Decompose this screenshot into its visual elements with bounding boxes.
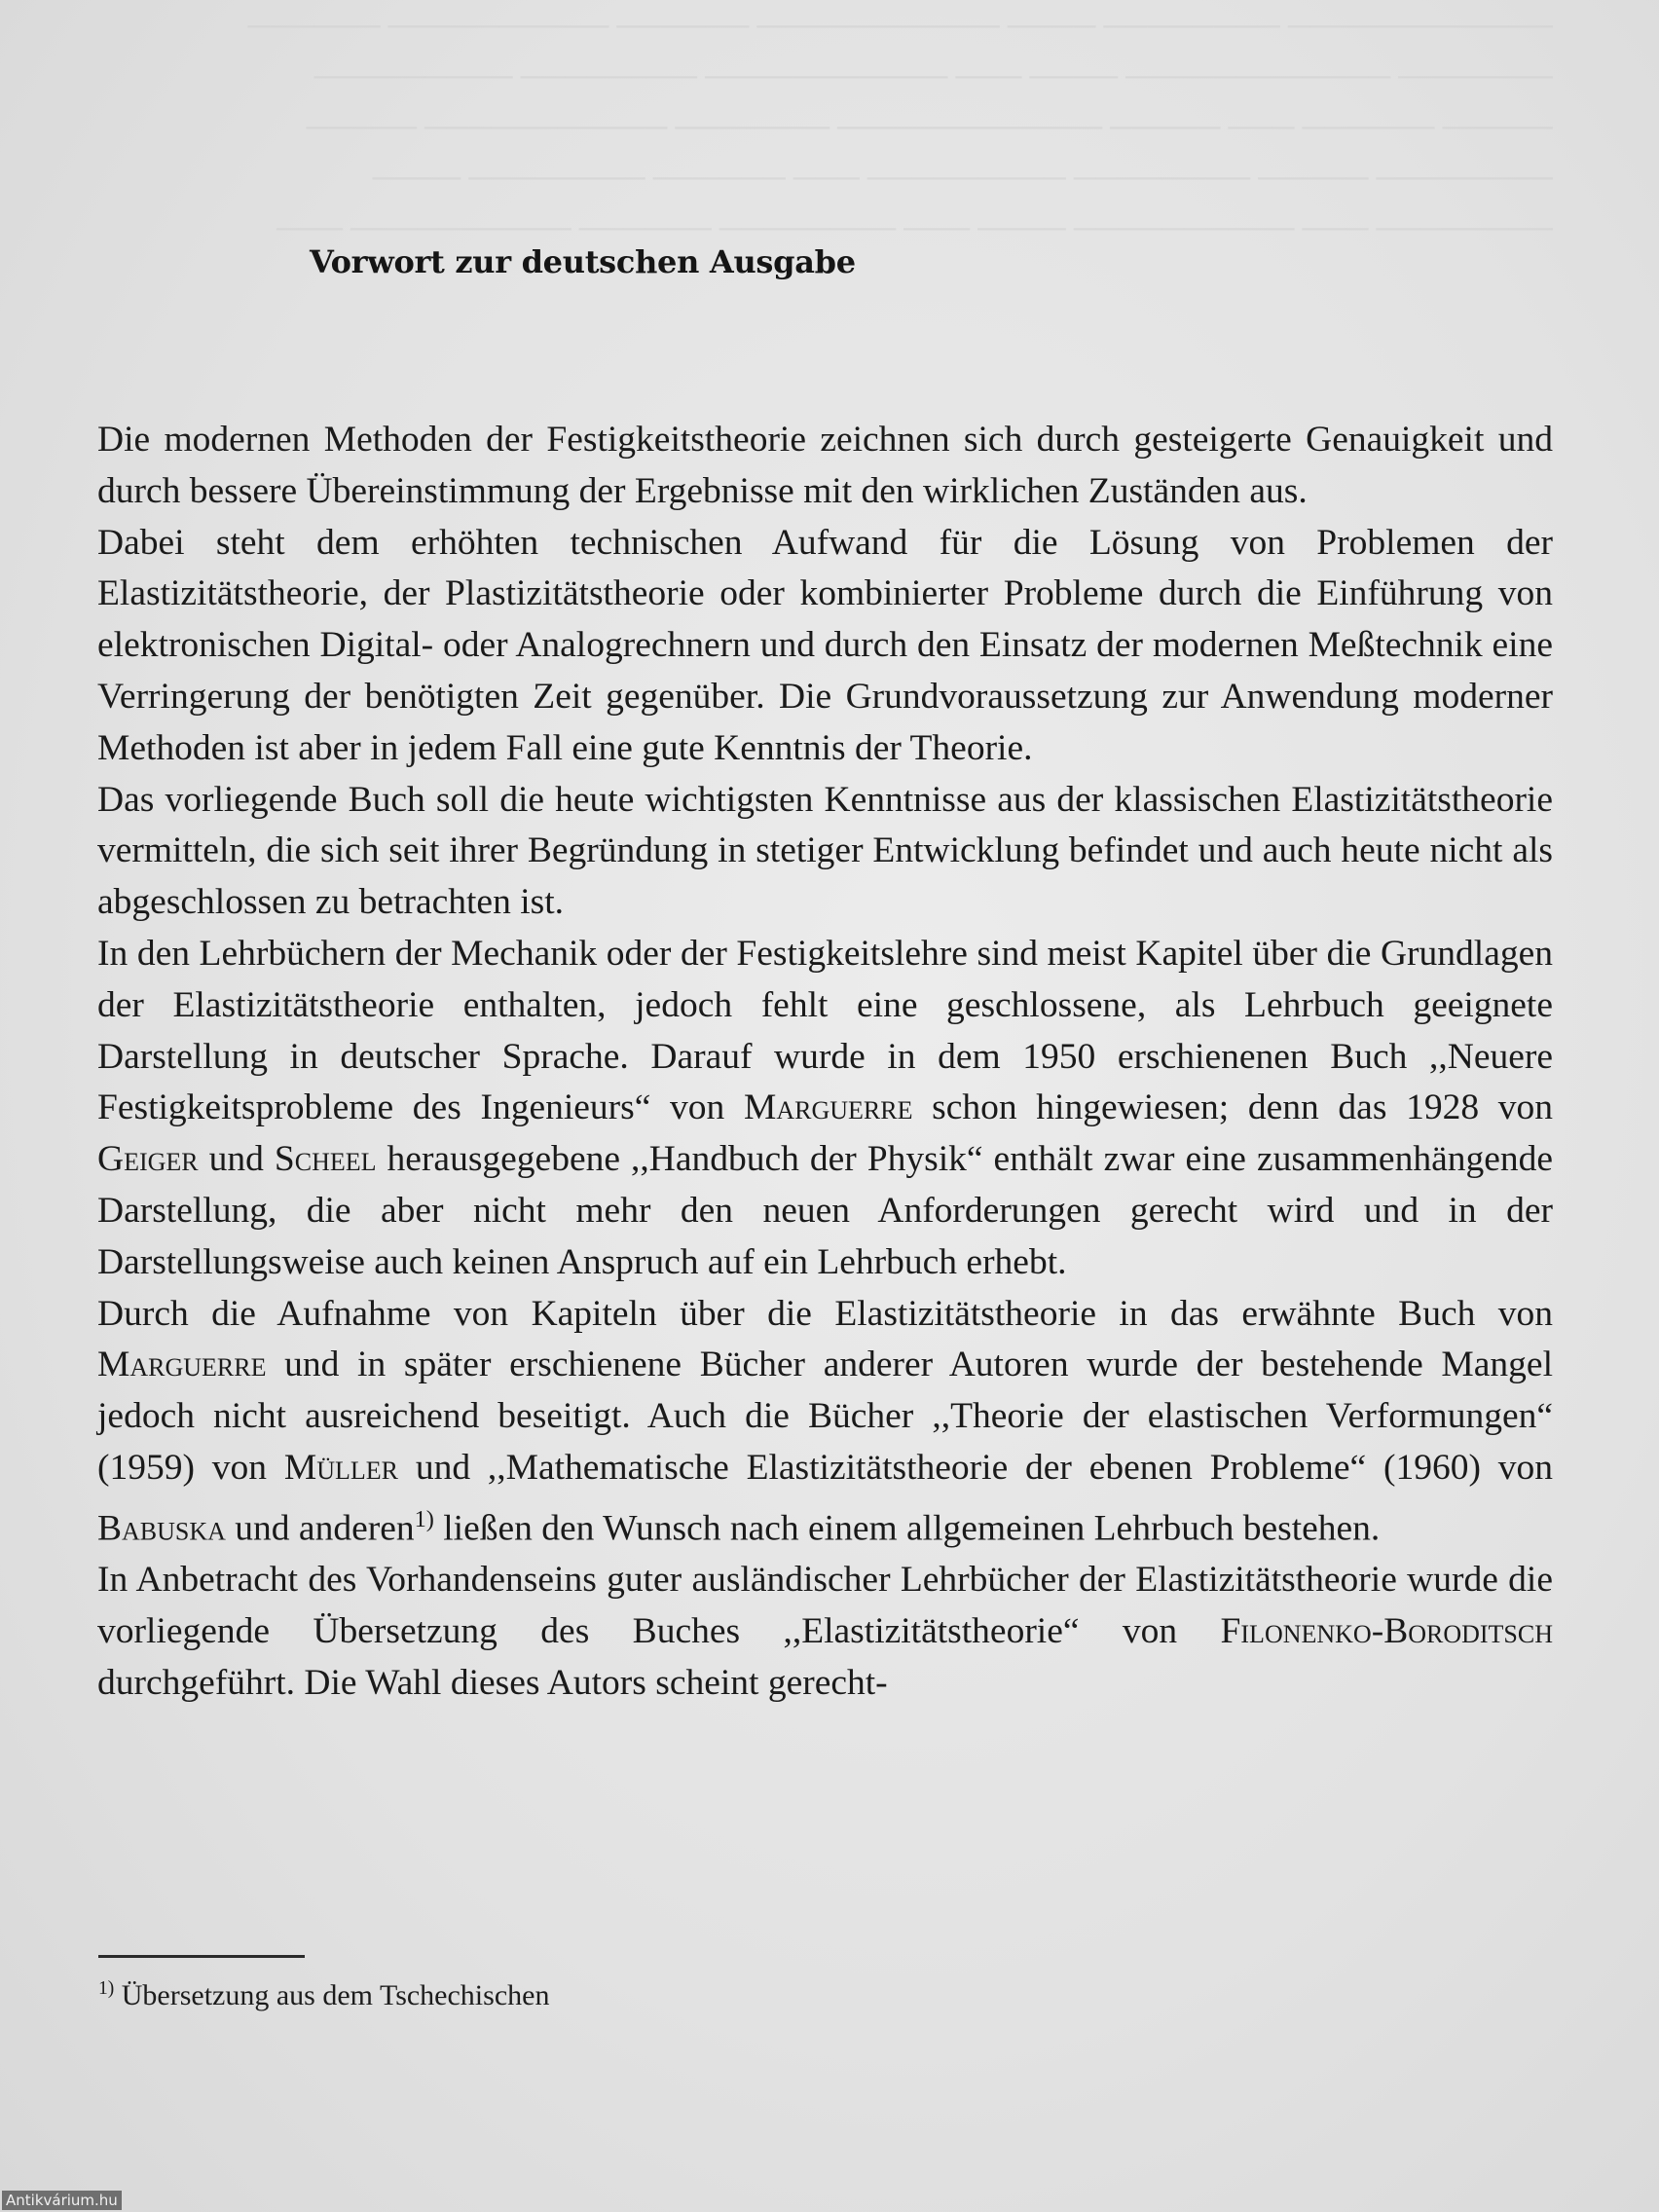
footnote-marker: 1) xyxy=(98,1978,115,1999)
footnote-divider xyxy=(98,1955,305,1958)
author-name: Marguerre xyxy=(744,1088,913,1128)
paragraph-text: und xyxy=(198,1139,275,1180)
paragraph xyxy=(97,775,1553,929)
paragraph-text: schon hingewiesen; denn das 1928 von xyxy=(912,1088,1554,1128)
author-name: Marguerre xyxy=(97,1345,267,1385)
footnote xyxy=(98,1978,549,2012)
paragraph-text: und anderen xyxy=(225,1508,415,1549)
paragraph-text: Die modernen Methoden der Festigkeitstheorie zeichnen sich durch gesteigerte Genauigkeit und durch bessere Übereinstimmung der Ergebnisse mit den wirklichen Zuständen aus. xyxy=(97,420,1553,511)
paragraph-text: Durch die Aufnahme von Kapiteln über die Elastizitätstheorie in das erwähnte Buch von xyxy=(97,1293,1553,1334)
author-name: Geiger xyxy=(97,1139,199,1180)
paragraph xyxy=(97,1555,1553,1709)
author-name: Müller xyxy=(283,1447,398,1488)
show-through-texture: ──────────── ──────── ──── ─────────── ────── ────────── ────── ─────── ──────────── ──── ─── ─────────── ──────── ───────── ───── ────── ─── ───── ──────────── ─────── ─────────── ───── ──────── ───── ──────── ───────── ─── ────── ──────── ──── ──────── ─── ────────── ──── ─── ──────── ────── ────────── ─── xyxy=(247,8,1553,245)
paragraph-text: durchgeführt. Die Wahl dieses Autors scheint gerecht- xyxy=(97,1662,888,1703)
page-title: Vorwort zur deutschen Ausgabe xyxy=(310,243,856,280)
paragraph xyxy=(97,518,1553,775)
footnote-text: Übersetzung aus dem Tschechischen xyxy=(114,1979,550,2011)
author-name: Babuska xyxy=(97,1508,226,1549)
paragraph-text: und ,,Mathematische Elastizitätstheorie der ebenen Probleme“ (1960) von xyxy=(398,1447,1554,1488)
paragraph xyxy=(97,1289,1553,1555)
source-watermark: Antikvárium.hu xyxy=(2,2191,122,2210)
paragraph-text: Dabei steht dem erhöhten technischen Aufwand für die Lösung von Problemen der Elastizitätstheorie, der Plastizitätstheorie oder kombinierter Probleme durch die Einführung von elektronischen Digital- oder Analogrechnern und durch den Einsatz der modernen Meßtechnik eine Verringerung der benötigten Zeit gegenüber. Die Grundvoraussetzung zur Anwendung moderner Methoden ist aber in jedem Fall eine gute Kenntnis der Theorie. xyxy=(97,522,1553,768)
paragraph-text: In den Lehrbüchern der Mechanik oder der Festigkeitslehre sind meist Kapitel über die Grundlagen der Elastizitätstheorie enthalten, jedoch fehlt eine geschlossene, als Lehrbuch geeignete Darstellung in deutscher Sprache. Darauf wurde in dem 1950 erschienenen Buch ,,Neuere Festigkeitsprobleme des Ingenieurs“ von xyxy=(97,933,1553,1128)
footnote-reference: 1) xyxy=(414,1505,434,1532)
preface-body xyxy=(97,415,1553,1709)
paragraph xyxy=(97,415,1553,518)
author-name: Scheel xyxy=(274,1139,377,1180)
author-name: Filonenko-Boroditsch xyxy=(1220,1610,1553,1651)
paragraph-text: In Anbetracht des Vorhandenseins guter ausländischer Lehrbücher der Elastizitätstheorie wurde die vorliegende Übersetzung des Buches ,,Elastizitätstheorie“ von xyxy=(97,1560,1553,1651)
paragraph-text: ließen den Wunsch nach einem allgemeinen Lehrbuch bestehen. xyxy=(433,1508,1381,1549)
paragraph-text: herausgegebene ,,Handbuch der Physik“ enthält zwar eine zusammenhängende Darstellung, die aber nicht mehr den neuen Anforderungen gerecht wird und in der Darstellungsweise auch keinen Anspruch auf ein Lehrbuch erhebt. xyxy=(97,1139,1553,1282)
paragraph xyxy=(97,929,1553,1289)
paragraph-text: und in später erschienene Bücher anderer Autoren wurde der bestehende Mangel jedoch nicht ausreichend beseitigt. Auch die Bücher ,,Theorie der elastischen Verformungen“ (1959) von xyxy=(97,1345,1553,1488)
paragraph-text: Das vorliegende Buch soll die heute wichtigsten Kenntnisse aus der klassischen Elastizitätstheorie vermitteln, die sich seit ihrer Begründung in stetiger Entwicklung befindet und auch heute nicht als abgeschlossen zu betrachten ist. xyxy=(97,779,1553,923)
